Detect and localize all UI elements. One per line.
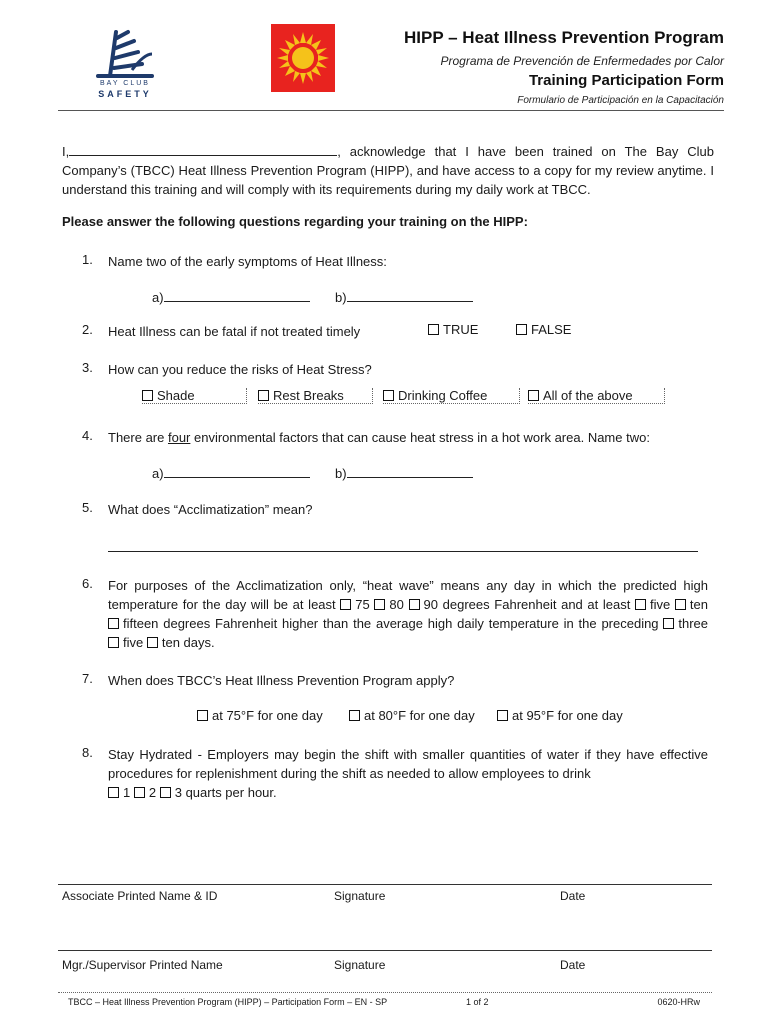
q7-number: 7.	[82, 671, 93, 686]
supervisor-name-label: Mgr./Supervisor Printed Name	[62, 958, 223, 972]
checkbox-icon[interactable]	[349, 710, 360, 721]
q7-75-label: at 75°F for one day	[212, 708, 323, 723]
q7-text: When does TBCC’s Heat Illness Prevention Program apply?	[108, 673, 455, 688]
sun-logo	[271, 24, 335, 92]
q5-text: What does “Acclimatization” mean?	[108, 502, 313, 517]
q6-75: 75	[355, 597, 370, 612]
q6-90: 90	[423, 597, 439, 612]
q1-a-label: a)	[152, 290, 164, 305]
q6-text	[108, 576, 708, 652]
header-divider	[58, 110, 724, 111]
q4-b-blank[interactable]	[347, 464, 473, 478]
acknowledgement-paragraph	[62, 142, 714, 199]
q4-number: 4.	[82, 428, 93, 443]
q6-text-4: days.	[179, 635, 215, 650]
q7-option-95[interactable]	[497, 708, 623, 723]
checkbox-icon[interactable]	[528, 390, 539, 401]
q8-number: 8.	[82, 745, 93, 760]
q2-number: 2.	[82, 322, 93, 337]
q5-number: 5.	[82, 500, 93, 515]
q8-text-main: Stay Hydrated - Employers may begin the shift with smaller quantities of water if they have effective procedures for replenishment during the shift as needed to allow employees to drink	[108, 747, 708, 781]
supervisor-signature-label: Signature	[334, 958, 386, 972]
q3-coffee-label: Drinking Coffee	[398, 388, 488, 403]
supervisor-date-label: Date	[560, 958, 586, 972]
checkbox-icon[interactable]	[675, 599, 686, 610]
q6-text-1: For purposes of the Acclimatization only, “heat wave” means any day in which the predicted high temperature for the day will be at least	[108, 578, 708, 612]
q8-2: 2	[148, 785, 157, 800]
q4-a-label: a)	[152, 466, 164, 481]
q3-shade-label: Shade	[157, 388, 195, 403]
checkbox-icon[interactable]	[374, 599, 385, 610]
employee-name-blank[interactable]	[69, 142, 337, 156]
bay-club-logo-icon	[92, 24, 158, 82]
q4-text-a: There are	[108, 430, 168, 445]
q7-option-75[interactable]	[197, 708, 323, 723]
q2-true-label: TRUE	[443, 322, 479, 337]
q1-answer-a	[152, 288, 310, 307]
q4-answer-b	[335, 464, 473, 483]
q4-a-blank[interactable]	[164, 464, 310, 478]
q6-ten: ten	[689, 597, 708, 612]
q6-five-days: five	[123, 635, 144, 650]
q1-b-label: b)	[335, 290, 347, 305]
q6-fifteen: fifteen	[123, 616, 159, 631]
checkbox-icon[interactable]	[108, 618, 119, 629]
checkbox-icon[interactable]	[160, 787, 171, 798]
checkbox-icon[interactable]	[497, 710, 508, 721]
q1-answer-b	[335, 288, 473, 307]
q6-80: 80	[389, 597, 404, 612]
q1-b-blank[interactable]	[347, 288, 473, 302]
q3-number: 3.	[82, 360, 93, 375]
q6-five: five	[650, 597, 671, 612]
associate-signature-label: Signature	[334, 889, 386, 903]
checkbox-icon[interactable]	[663, 618, 674, 629]
q3-option-shade[interactable]	[142, 388, 247, 404]
q8-3: 3	[174, 785, 182, 800]
associate-name-label: Associate Printed Name & ID	[62, 889, 218, 903]
instructions: Please answer the following questions regarding your training on the HIPP:	[62, 214, 528, 229]
intro-text: , acknowledge that I have been trained on The Bay Club Company’s (TBCC) Heat Illness Prevention Program (HIPP), and have access to a copy for my review anytime. I understand this training and will comply with its requirements during my daily work at TBCC.	[62, 144, 714, 197]
q2-false-label: FALSE	[531, 322, 572, 337]
q3-option-all[interactable]	[528, 388, 665, 404]
q6-ten-days: ten	[161, 635, 180, 650]
checkbox-icon[interactable]	[108, 787, 119, 798]
q4-text-b: environmental factors that can cause heat stress in a hot work area. Name two:	[190, 430, 650, 445]
page-subtitle: Programa de Prevención de Enfermedades por Calor	[440, 54, 724, 68]
q5-answer-line[interactable]	[108, 551, 698, 552]
checkbox-icon[interactable]	[147, 637, 158, 648]
checkbox-icon[interactable]	[383, 390, 394, 401]
q3-all-label: All of the above	[543, 388, 633, 403]
q6-text-2: degrees Fahrenheit and at least	[438, 597, 636, 612]
title-rest: – Heat Illness Prevention Program	[443, 28, 724, 47]
q1-a-blank[interactable]	[164, 288, 310, 302]
q2-text: Heat Illness can be fatal if not treated timely	[108, 324, 361, 339]
footer-divider	[58, 992, 712, 993]
footer-code: 0620-HRw	[657, 997, 700, 1007]
sun-icon	[271, 24, 335, 92]
q1-number: 1.	[82, 252, 93, 267]
q7-80-label: at 80°F for one day	[364, 708, 475, 723]
q6-three: three	[678, 616, 708, 631]
page-title	[404, 28, 724, 48]
q6-text-3: degrees Fahrenheit higher than the average high daily temperature in the preceding	[158, 616, 664, 631]
checkbox-icon[interactable]	[635, 599, 646, 610]
q3-option-coffee[interactable]	[383, 388, 520, 404]
q4-b-label: b)	[335, 466, 347, 481]
footer-document-name: TBCC – Heat Illness Prevention Program (HIPP) – Participation Form – EN - SP	[68, 997, 388, 1007]
checkbox-icon[interactable]	[258, 390, 269, 401]
q4-text	[108, 428, 650, 447]
q3-option-rest-breaks[interactable]	[258, 388, 373, 404]
q3-rest-label: Rest Breaks	[273, 388, 344, 403]
form-subtitle: Formulario de Participación en la Capacitación	[517, 95, 724, 106]
associate-date-label: Date	[560, 889, 586, 903]
signature-line-1[interactable]	[58, 884, 712, 885]
checkbox-icon[interactable]	[108, 637, 119, 648]
signature-line-2[interactable]	[58, 950, 712, 951]
q7-95-label: at 95°F for one day	[512, 708, 623, 723]
q8-tail: quarts per hour.	[181, 785, 277, 800]
checkbox-icon[interactable]	[409, 599, 420, 610]
intro-prefix: I,	[62, 144, 70, 159]
checkbox-icon[interactable]	[516, 324, 527, 335]
q7-option-80[interactable]	[349, 708, 475, 723]
checkbox-icon[interactable]	[142, 390, 153, 401]
title-acronym: HIPP	[404, 28, 444, 47]
q4-answer-a	[152, 464, 310, 483]
q2-option-false[interactable]	[516, 322, 571, 337]
q1-text: Name two of the early symptoms of Heat Illness:	[108, 254, 387, 269]
q2-option-true[interactable]	[428, 322, 478, 337]
checkbox-icon[interactable]	[197, 710, 208, 721]
bay-club-safety-logo	[92, 24, 158, 100]
checkbox-icon[interactable]	[134, 787, 145, 798]
q8-text	[108, 745, 708, 802]
checkbox-icon[interactable]	[428, 324, 439, 335]
logo-text-bottom: SAFETY	[98, 89, 152, 99]
q8-1: 1	[123, 785, 131, 800]
checkbox-icon[interactable]	[340, 599, 351, 610]
q4-text-underlined: four	[167, 430, 191, 445]
footer-page-number: 1 of 2	[466, 997, 489, 1007]
logo-text-top: BAY CLUB	[100, 80, 150, 87]
form-title: Training Participation Form	[528, 72, 724, 89]
q6-number: 6.	[82, 576, 93, 591]
q3-text: How can you reduce the risks of Heat Stress?	[108, 362, 372, 377]
